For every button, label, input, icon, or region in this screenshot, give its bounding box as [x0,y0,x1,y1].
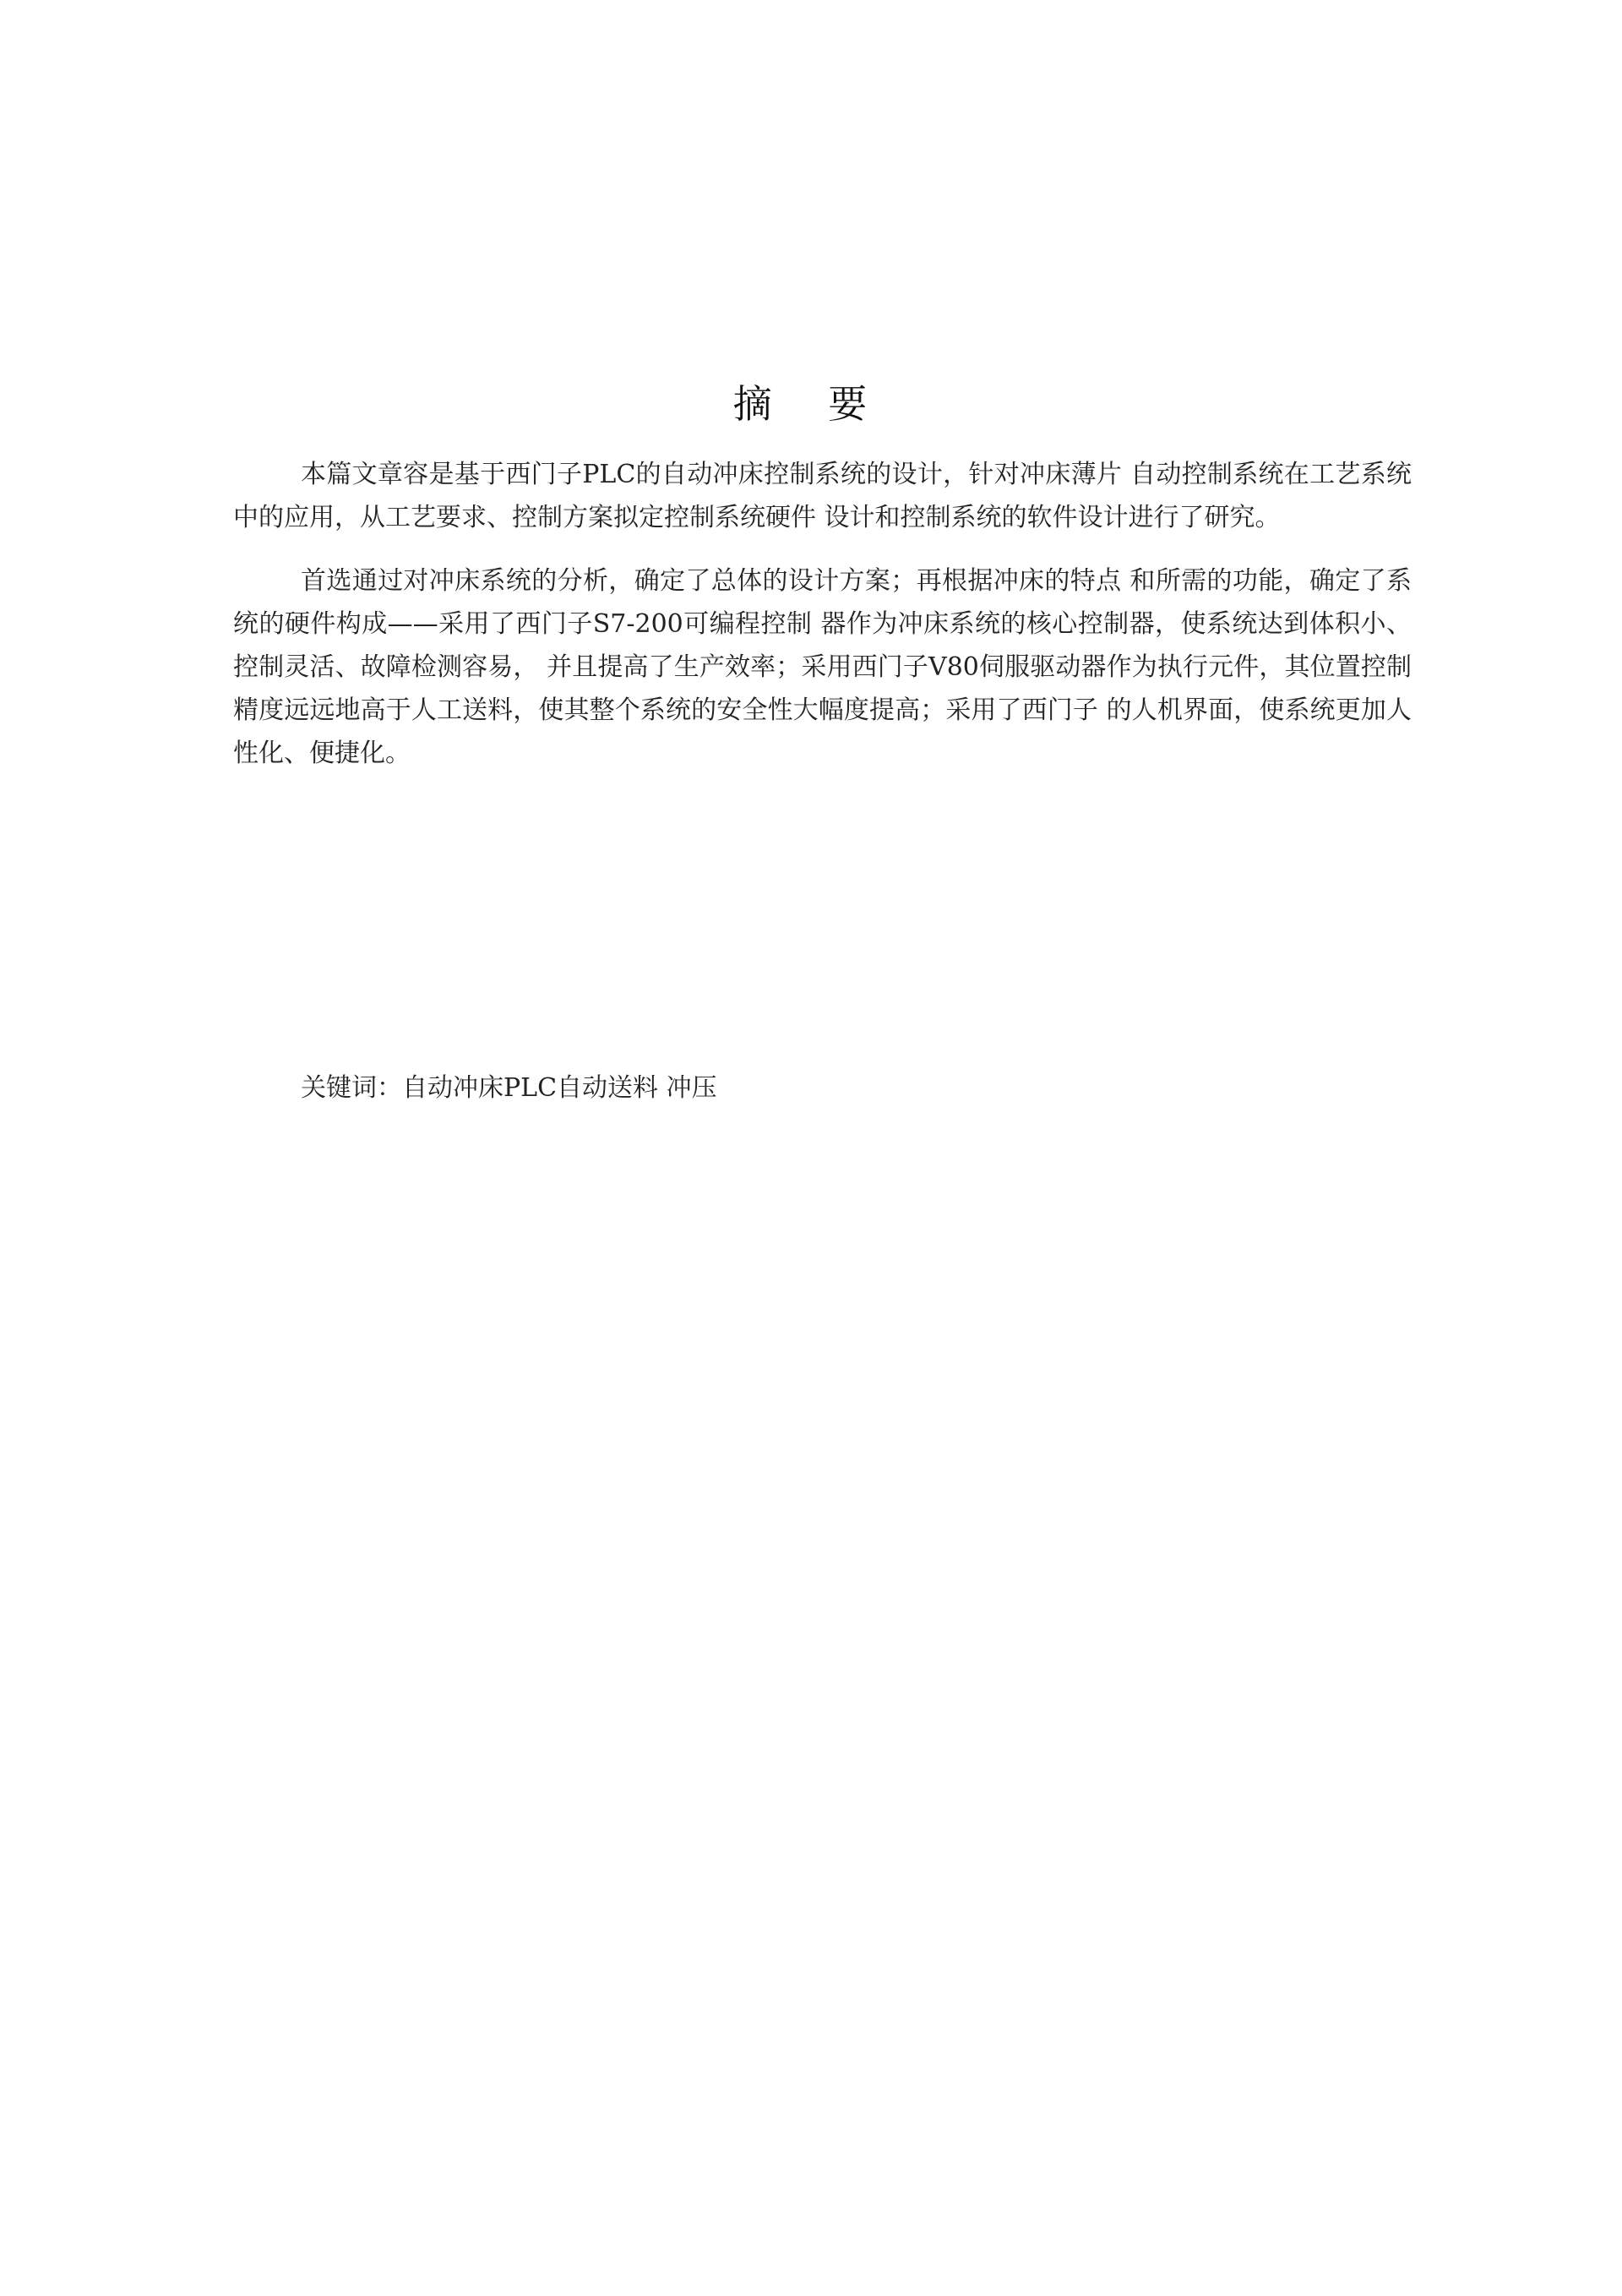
abstract-paragraph-1: 本篇文章容是基于西门子PLC的自动冲床控制系统的设计，针对冲床薄片 自动控制系统在工艺系统中的应用，从工艺要求、控制方案拟定控制系统硬件 设计和控制系统的软件设计进行了研究。 [233,460,1412,532]
abstract-paragraph-2: 首选通过对冲床系统的分析，确定了总体的设计方案；再根据冲床的特点 和所需的功能，确定了系统的硬件构成——采用了西门子S7-200可编程控制 器作为冲床系统的核心控制器，使系统达到体积小、控制灵活、故障检测容易， 并且提高了生产效率；采用西门子V80伺服驱动器作为执行元件，其位置控制 精度远远地高于人工送料，使其整个系统的安全性大幅度提高；采用了西门子 的人机界面，使系统更加人性化、便捷化。 [233,566,1412,768]
abstract-title: 摘 要 [732,381,890,427]
abstract-body [233,453,1412,795]
keywords-line: 关键词：自动冲床PLC自动送料 冲压 [301,1073,717,1103]
